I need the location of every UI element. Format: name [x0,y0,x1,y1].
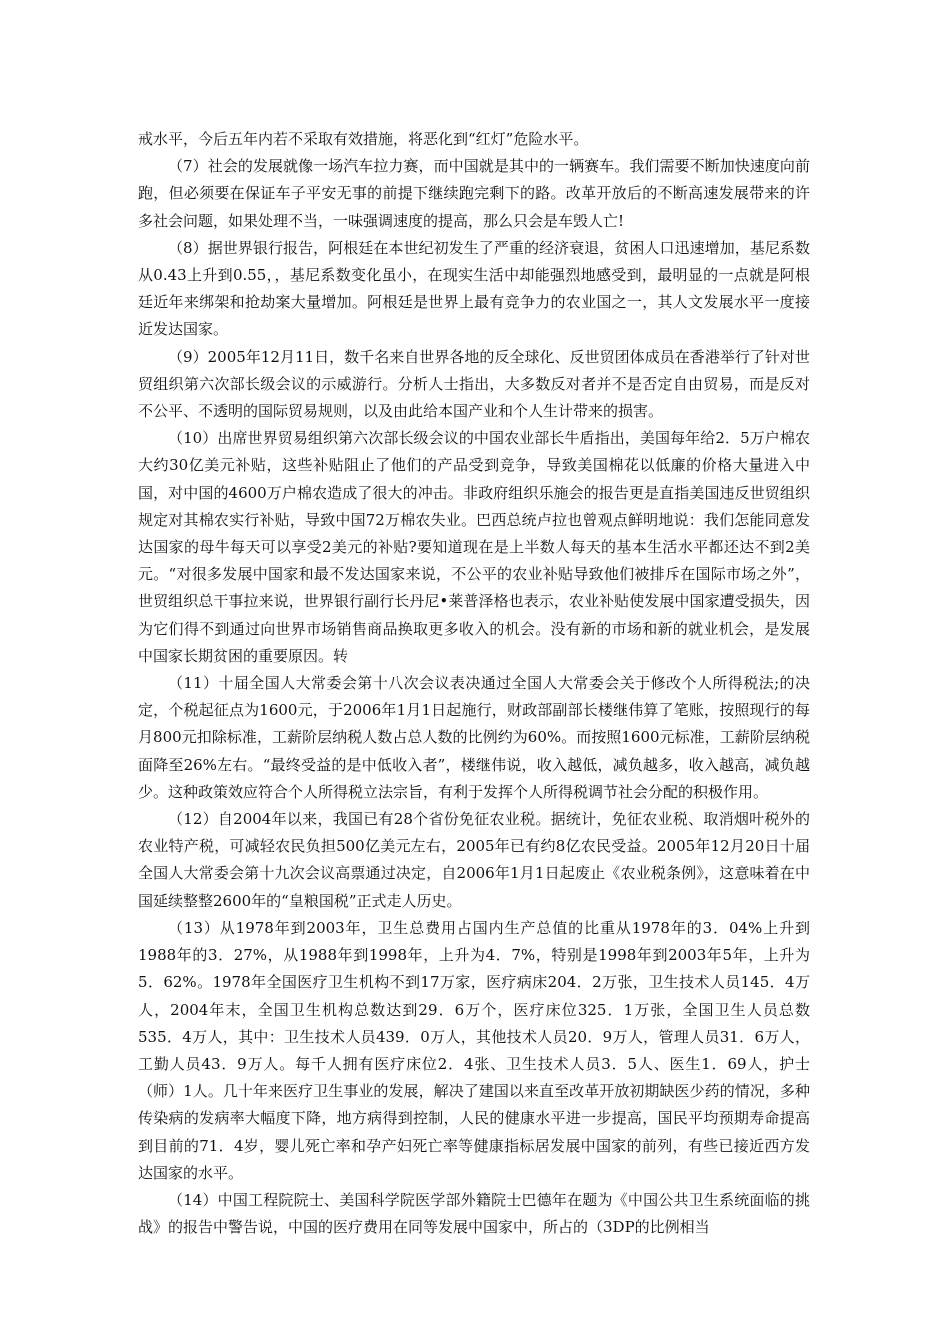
paragraph-continuation: 戒水平，今后五年内若不采取有效措施，将恶化到“红灯”危险水平。 [138,130,589,148]
paragraph-8: （8）据世界银行报告，阿根廷在本世纪初发生了严重的经济衰退，贫困人口迅速增加，基尼系数从0.43上升到0.55，，基尼系数变化虽小，在现实生活中却能强烈地感受到，最明显的一点就是阿根廷近年来绑架和抢劫案大量增加。阿根廷是世界上最有竞争力的农业国之一，其人文发展水平一度接近发达国家。 [138,238,810,339]
paragraph-13: （13）从1978年到2003年，卫生总费用占国内生产总值的比重从1978年的3．04%上升到1988年的3．27%，从1988年到1998年，上升为4．7%，特别是1998年到2003年5年，上升为5．62%。1978年全国医疗卫生机构不到17万家，医疗病床204．2万张，卫生技术人员145．4万人，2004年末，全国卫生机构总数达到29．6万个，医疗床位325．1万张，全国卫生人员总数535．4万人，其中：卫生技术人员439．0万人，其他技术人员20．9万人，管理人员31．6万人，工勤人员43．9万人。每千人拥有医疗床位2．4张、卫生技术人员3．5人、医生1．69人，护士（师）1人。几十年来医疗卫生事业的发展，解决了建国以来直至改革开放初期缺医少药的情况，多种传染病的发病率大幅度下降，地方病得到控制，人民的健康水平进一步提高，国民平均预期寿命提高到目前的71．4岁，婴儿死亡率和孕产妇死亡率等健康指标居发展中国家的前列，有些已接近西方发达国家的水平。 [138,918,810,1182]
paragraph-12: （12）自2004年以来，我国已有28个省份免征农业税。据统计，免征农业税、取消烟叶税外的农业特产税，可减轻农民负担500亿美元左右，2005年已有约8亿农民受益。2005年12月20日十届全国人大常委会第十九次会议高票通过决定，自2006年1月1日起废止《农业税条例》，这意味着在中国延续整整2600年的“皇粮国税”正式走人历史。 [138,810,810,910]
document-page [138,126,810,1241]
paragraph-10: （10）出席世界贸易组织第六次部长级会议的中国农业部长牛盾指出，美国每年给2．5万户棉农大约30亿美元补贴，这些补贴阻止了他们的产品受到竞争，导致美国棉花以低廉的价格大量进入中国，对中国的4600万户棉农造成了很大的冲击。非政府组织乐施会的报告更是直指美国违反世贸组织规定对其棉农实行补贴，导致中国72万棉农失业。巴西总统卢拉也曾观点鲜明地说：我们怎能同意发达国家的母牛每天可以享受2美元的补贴?要知道现在是上半数人每天的基本生活水平都还达不到2美元。“对很多发展中国家和最不发达国家来说，不公平的农业补贴导致他们被排斥在国际市场之外”，世贸组织总干事拉来说，世界银行副行长丹尼•莱普泽格也表示，农业补贴使发展中国家遭受损失，因为它们得不到通过向世界市场销售商品换取更多收入的机会。没有新的市场和新的就业机会，是发展中国家长期贫困的重要原因。转 [138,429,810,665]
paragraph-7: （7）社会的发展就像一场汽车拉力赛，而中国就是其中的一辆赛车。我们需要不断加快速度向前跑，但必须要在保证车子平安无事的前提下继续跑完剩下的路。改革开放后的不断高速发展带来的许多社会问题，如果处理不当，一味强调速度的提高，那么只会是车毁人亡! [138,157,810,230]
paragraph-9: （9）2005年12月11日，数千名来自世界各地的反全球化、反世贸团体成员在香港举行了针对世贸组织第六次部长级会议的示威游行。分析人士指出，大多数反对者并不是否定自由贸易，而是反对不公平、不透明的国际贸易规则，以及由此给本国产业和个人生计带来的损害。 [138,347,810,421]
paragraph-11: （11）十届全国人大常委会第十八次会议表决通过全国人大常委会关于修改个人所得税法;的决定，个税起征点为1600元，于2006年1月1日起施行，财政部副部长楼继伟算了笔账，按照现行的每月800元扣除标准，工薪阶层纳税人数占总人数的比例约为60%。而按照1600元标准，工薪阶层纳税面降至26%左右。“最终受益的是中低收入者”，楼继伟说，收入越低，减负越多，收入越高，减负越少。这种政策效应符合个人所得税立法宗旨，有利于发挥个人所得税调节社会分配的积极作用。 [138,674,810,801]
paragraph-14: （14）中国工程院院士、美国科学院医学部外籍院士巴德年在题为《中国公共卫生系统面临的挑战》的报告中警告说，中国的医疗费用在同等发展中国家中，所占的（3DP的比例相当 [138,1190,810,1237]
